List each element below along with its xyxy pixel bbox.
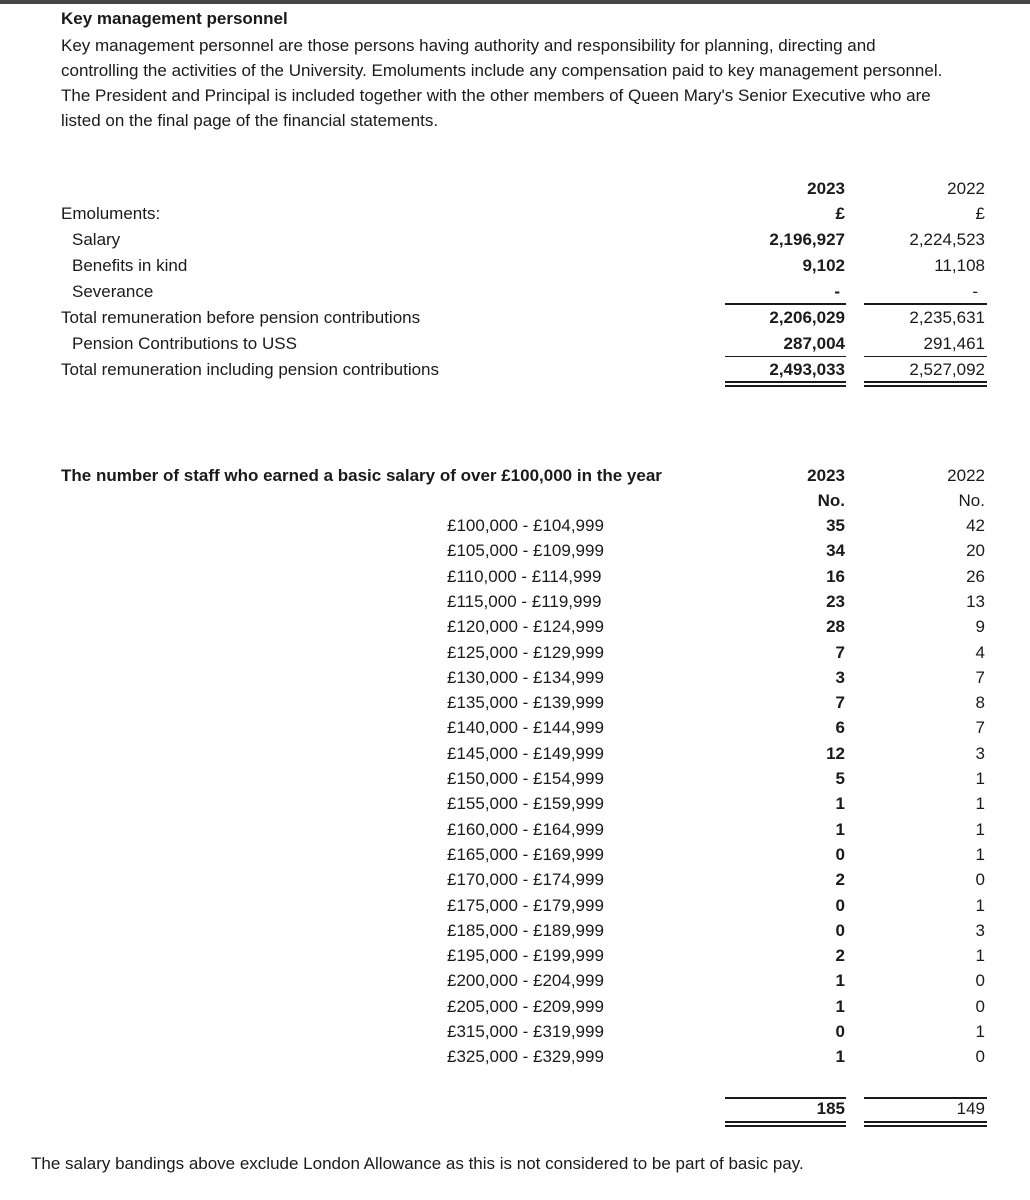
band-count-2023: 6 bbox=[835, 718, 845, 737]
benefits-2022: 11,108 bbox=[934, 256, 985, 275]
band-count-2023: 1 bbox=[835, 794, 845, 813]
kmp-unit-2022: £ bbox=[975, 204, 985, 223]
band-label: £135,000 - £139,999 bbox=[447, 693, 604, 712]
band-count-2023: 1 bbox=[835, 820, 845, 839]
severance-label: Severance bbox=[72, 282, 154, 301]
pension-rule-2022 bbox=[864, 356, 987, 357]
emoluments-label: Emoluments: bbox=[61, 204, 161, 223]
bands-total-2023: 185 bbox=[816, 1099, 845, 1118]
kmp-unit-2023: £ bbox=[835, 204, 845, 223]
intro-paragraph bbox=[61, 33, 1001, 133]
band-count-2022: 1 bbox=[975, 896, 985, 915]
band-count-2022: 42 bbox=[966, 516, 985, 535]
band-count-2023: 1 bbox=[835, 1047, 845, 1066]
intro-line: controlling the activities of the University. Emoluments include any compensation paid to key management personnel. bbox=[61, 61, 943, 80]
total-before-pension-2023: 2,206,029 bbox=[769, 308, 845, 327]
bands-total-double-rule-2022 bbox=[864, 1121, 987, 1127]
band-count-2023: 5 bbox=[835, 769, 845, 788]
band-count-2022: 20 bbox=[966, 541, 985, 560]
bands-unit-2023: No. bbox=[817, 491, 845, 510]
benefits-label: Benefits in kind bbox=[72, 256, 188, 275]
intro-line: listed on the final page of the financial statements. bbox=[61, 111, 439, 130]
band-count-2023: 0 bbox=[835, 896, 845, 915]
band-label: £185,000 - £189,999 bbox=[447, 921, 604, 940]
band-count-2023: 12 bbox=[826, 744, 845, 763]
bands-unit-2022: No. bbox=[958, 491, 985, 510]
pension-2023: 287,004 bbox=[783, 334, 845, 353]
band-count-2023: 0 bbox=[835, 921, 845, 940]
kmp-year-2023: 2023 bbox=[807, 179, 845, 198]
pension-rule-2023 bbox=[725, 356, 846, 357]
band-count-2023: 16 bbox=[826, 567, 845, 586]
intro-line: Key management personnel are those persons having authority and responsibility for planning, directing and bbox=[61, 36, 876, 55]
band-label: £105,000 - £109,999 bbox=[447, 541, 604, 560]
severance-2022: - bbox=[972, 282, 978, 301]
intro-line: The President and Principal is included together with the other members of Queen Mary's Senior Executive who are bbox=[61, 86, 931, 105]
benefits-2023: 9,102 bbox=[802, 256, 845, 275]
band-label: £120,000 - £124,999 bbox=[447, 617, 604, 636]
band-label: £140,000 - £144,999 bbox=[447, 718, 604, 737]
band-label: £315,000 - £319,999 bbox=[447, 1022, 604, 1041]
band-label: £165,000 - £169,999 bbox=[447, 845, 604, 864]
band-count-2023: 0 bbox=[835, 845, 845, 864]
bands-total-2022: 149 bbox=[956, 1099, 985, 1118]
band-count-2022: 1 bbox=[975, 1022, 985, 1041]
band-count-2023: 7 bbox=[835, 693, 845, 712]
band-count-2022: 9 bbox=[975, 617, 985, 636]
band-label: £130,000 - £134,999 bbox=[447, 668, 604, 687]
band-count-2022: 1 bbox=[975, 820, 985, 839]
band-count-2022: 26 bbox=[966, 567, 985, 586]
band-count-2022: 8 bbox=[975, 693, 985, 712]
kmp-year-2022: 2022 bbox=[947, 179, 985, 198]
section-heading: Key management personnel bbox=[61, 9, 288, 28]
total-before-pension-label: Total remuneration before pension contributions bbox=[61, 308, 421, 327]
band-count-2022: 3 bbox=[975, 744, 985, 763]
top-border bbox=[0, 0, 1030, 4]
bands-total-double-rule-2023 bbox=[725, 1121, 846, 1127]
band-count-2022: 7 bbox=[975, 668, 985, 687]
band-count-2022: 7 bbox=[975, 718, 985, 737]
band-count-2023: 1 bbox=[835, 971, 845, 990]
band-count-2023: 2 bbox=[835, 870, 845, 889]
total-incl-pension-label: Total remuneration including pension contributions bbox=[61, 360, 440, 379]
band-label: £100,000 - £104,999 bbox=[447, 516, 604, 535]
band-label: £110,000 - £114,999 bbox=[447, 567, 602, 586]
footnote: The salary bandings above exclude London Allowance as this is not considered to be part of basic pay. bbox=[31, 1154, 804, 1173]
band-label: £170,000 - £174,999 bbox=[447, 870, 604, 889]
total-before-pension-2022: 2,235,631 bbox=[909, 308, 985, 327]
band-count-2023: 34 bbox=[826, 541, 845, 560]
band-count-2023: 2 bbox=[835, 946, 845, 965]
salary-2022: 2,224,523 bbox=[909, 230, 985, 249]
pension-2022: 291,461 bbox=[923, 334, 985, 353]
band-label: £200,000 - £204,999 bbox=[447, 971, 604, 990]
band-count-2023: 23 bbox=[826, 592, 845, 611]
bands-year-2023: 2023 bbox=[807, 466, 845, 485]
total-incl-pension-2023: 2,493,033 bbox=[769, 360, 845, 379]
band-label: £325,000 - £329,999 bbox=[447, 1047, 604, 1066]
band-count-2023: 7 bbox=[835, 643, 845, 662]
band-label: £145,000 - £149,999 bbox=[447, 744, 604, 763]
band-label: £115,000 - £119,999 bbox=[447, 592, 602, 611]
band-count-2022: 1 bbox=[975, 769, 985, 788]
band-count-2023: 28 bbox=[826, 617, 845, 636]
band-count-2023: 3 bbox=[835, 668, 845, 687]
bands-year-2022: 2022 bbox=[947, 466, 985, 485]
band-label: £150,000 - £154,999 bbox=[447, 769, 604, 788]
subtotal-rule-2023 bbox=[725, 303, 846, 305]
band-count-2022: 0 bbox=[975, 1047, 985, 1066]
band-count-2022: 1 bbox=[975, 794, 985, 813]
band-label: £155,000 - £159,999 bbox=[447, 794, 604, 813]
band-count-2022: 0 bbox=[975, 997, 985, 1016]
band-count-2022: 4 bbox=[975, 643, 985, 662]
band-count-2022: 3 bbox=[975, 921, 985, 940]
band-label: £195,000 - £199,999 bbox=[447, 946, 604, 965]
total-double-rule-2023 bbox=[725, 381, 846, 387]
band-count-2022: 13 bbox=[966, 592, 985, 611]
band-count-2022: 0 bbox=[975, 870, 985, 889]
subtotal-rule-2022 bbox=[864, 303, 987, 305]
band-count-2023: 0 bbox=[835, 1022, 845, 1041]
salary-label: Salary bbox=[72, 230, 121, 249]
bands-title: The number of staff who earned a basic salary of over £100,000 in the year bbox=[61, 466, 662, 485]
band-label: £175,000 - £179,999 bbox=[447, 896, 604, 915]
total-incl-pension-2022: 2,527,092 bbox=[909, 360, 985, 379]
pension-label: Pension Contributions to USS bbox=[72, 334, 297, 353]
severance-2023: - bbox=[834, 282, 840, 301]
band-label: £205,000 - £209,999 bbox=[447, 997, 604, 1016]
band-count-2022: 1 bbox=[975, 946, 985, 965]
total-double-rule-2022 bbox=[864, 381, 987, 387]
band-label: £160,000 - £164,999 bbox=[447, 820, 604, 839]
band-count-2022: 1 bbox=[975, 845, 985, 864]
band-label: £125,000 - £129,999 bbox=[447, 643, 604, 662]
band-count-2023: 35 bbox=[826, 516, 845, 535]
salary-2023: 2,196,927 bbox=[769, 230, 845, 249]
band-count-2023: 1 bbox=[835, 997, 845, 1016]
band-count-2022: 0 bbox=[975, 971, 985, 990]
